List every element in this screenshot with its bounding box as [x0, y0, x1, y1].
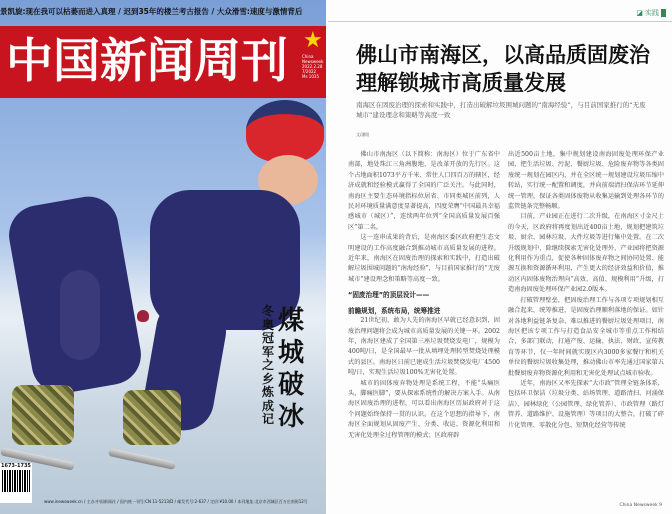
page-folio: China Newsweek 9: [619, 503, 662, 508]
cover-footer: www.inewsweek.cn / 主办:中国新闻社 / 国内统一刊号:CN 11-5213/D / 邮发代号:2-637 / 定价:¥10.00 / 本刊地址:北京市西城区百万庄南街12号: [44, 499, 308, 504]
meta-line: 7/2022: [302, 69, 317, 74]
article-page: [328, 0, 672, 514]
paragraph: 打破管理壁垒，把固废治理工作与各项专项规划相互融合起来，统筹推进，是固废治理顺利落地的保证。如针对各地利益链条复杂、难以推进的餐厨垃圾处理项目，南海区把该专项工作与打造食品安全城市等重点工作相结合，多部门联动，打通产废、运输、执法、财政、宣传教育等环节，仅一年时间就实现区内3000多家餐厅和机关单位的餐厨垃圾收集处理，推动佛山市率先通过国家第五批餐厨废弃物资源化利用和无害化处理试点城市验收。: [508, 296, 664, 377]
paragraph: 21世纪初，敢为人先的南海区早就已经意识到，固废治理问题将会成为城市高质量发展的关键一环。2002年，南海区建成了全国第三座垃圾焚烧发电厂，规模为400吨/日，是全国最早一批从填埋处理转型焚烧处理模式的县区。南海区日前已建成生活垃圾焚烧发电厂4500吨/日，实现生活垃圾100%无害化处置。: [348, 317, 500, 377]
masthead-meta: [302, 54, 323, 79]
skate-boot: [12, 385, 74, 445]
paragraph: 佛山市南海区（以下简称：南海区）位于广东省中南部，地处珠江三角洲腹地，是改革开放的先行区。这个占地面积1073平方千米、常住人口四百万的辖区，经济成就和经验模式赢得了全国的广泛关注。与此同时，南海区主要生态环境指标位居省、市同类城区前列，人民对环境质量满意度显著提高，四度荣膺“中国最具幸福感城市（城区）”，连续两年位列“全国高质量发展百强区”第二名。: [348, 151, 500, 231]
barcode: [0, 463, 32, 503]
masthead-title: 中国新闻周刊: [6, 34, 288, 89]
bg-skater-hat: [137, 310, 149, 322]
meta-line: 2022.2.28: [302, 64, 323, 69]
subsection-heading: “固废治理”的顶层设计——: [348, 291, 430, 300]
meta-line: Newsweek: [302, 59, 324, 64]
cover-teaser: 景凯旋:现在我可以枯萎而进入真理 / 迟到35年的楼兰考古报告 / 大众滑雪:速度与激情背后: [0, 7, 303, 16]
section-tag: [636, 8, 666, 18]
barcode-bars: [2, 470, 30, 492]
magazine-cover: [0, 0, 326, 514]
byline: 文/潘阳: [356, 132, 370, 137]
masthead: [0, 26, 326, 98]
section-label: 实践: [645, 9, 659, 17]
cover-headline: 煤城破冰: [278, 306, 305, 432]
skater-hat: [246, 100, 324, 162]
section-icon: ◪: [636, 9, 643, 17]
article-title: 佛山市南海区，以高品质固废治理解锁城市高质量发展: [356, 43, 650, 95]
subsection-heading: 前瞻规划，系统布局，统筹推进: [348, 306, 441, 315]
skate-blade: [108, 448, 176, 470]
paragraph: 出近500亩土地，集中规划建设南海固废处理环保产业园，把生活垃圾、污泥、餐厨垃圾、危险废弃物等各类固废统一规划在园区内，并在全区统一规划建设垃圾压缩中转站，实行统一配置和调度，并向前端清扫保洁环节延伸统一管理，保证各类固体废物从收集运输到处理各环节的监管链条完整畅顺。: [508, 151, 664, 211]
meta-line: China: [302, 54, 314, 59]
meta-line: Ms 1035: [302, 74, 319, 79]
section-marker: [661, 9, 666, 17]
article-dek: 南海区在固废治理的探索和实践中，打造出破解垃圾围城问题的“南海经验”，与目前国家推行的“无废城市”建设理念和策略等高度一致: [356, 101, 646, 119]
issn: 1673-1735: [1, 463, 31, 469]
cover-subheadline: 冬奥冠军之乡炼成记: [262, 304, 275, 426]
skate-boot: [123, 390, 181, 445]
article-column-2: [508, 150, 664, 431]
star-icon: ★: [303, 28, 323, 53]
paragraph: 城市的固体废弃物处理是系统工程，不能“头痛医头，脚痛医脚”，要从探索系统性的解决方案入手。从南海区固废治理的进程，可以看出南海区历届政府对于这个问题始终保持一贯的认识。在这个思想的指导下，南海区全面规划从固废产生、分类、收运、资源化利用和无害化处理全过程管理的模式；区政府辟: [348, 379, 500, 439]
header-rule: [328, 21, 672, 22]
paragraph: 这一连串成果的背后，是南海区委区政府把生态文明建设的工作高度融合到推动城市高质量发展的进程。近年来，南海区在固废治理的探索和实践中，打造出破解垃圾围城问题的“南海经验”，与目前国家推行的“无废城市”建设理念和策略等高度一致。: [348, 234, 500, 283]
paragraph: 近年，南海区又率先探索“大市政”管理全链条体系，包括环卫保洁（垃圾分类、站场管理、道路清扫、河涌保洁）、园林绿化（公园管理、绿化管养）、市政管理（路灯管养、道路维护、设施管理）等项目的大整合，打破了碎片化管理、零散化分包、短期化经营等传统: [508, 379, 664, 429]
article-column-1: [348, 150, 500, 441]
bg-skater: [60, 270, 100, 360]
paragraph: 目前，产业园正在进行二次升级，在南海区寸金尺土的今天，区政府将再度划出近400亩土地，规划把建筑垃圾、厨余、园林垃圾、大件垃圾等进行集中处置。在二次升级规划中，除继续探索无害化处理外，产业园将把资源化利用作为重点，促使各种固体废弃物之间协同处置、能源互换和资源循环利用，产生更大的经济效益和价值，推动区内固体废物治理向“高效、高值、规模利用”升级，打造南海固废处理环保产业园2.0版本。: [508, 213, 664, 294]
